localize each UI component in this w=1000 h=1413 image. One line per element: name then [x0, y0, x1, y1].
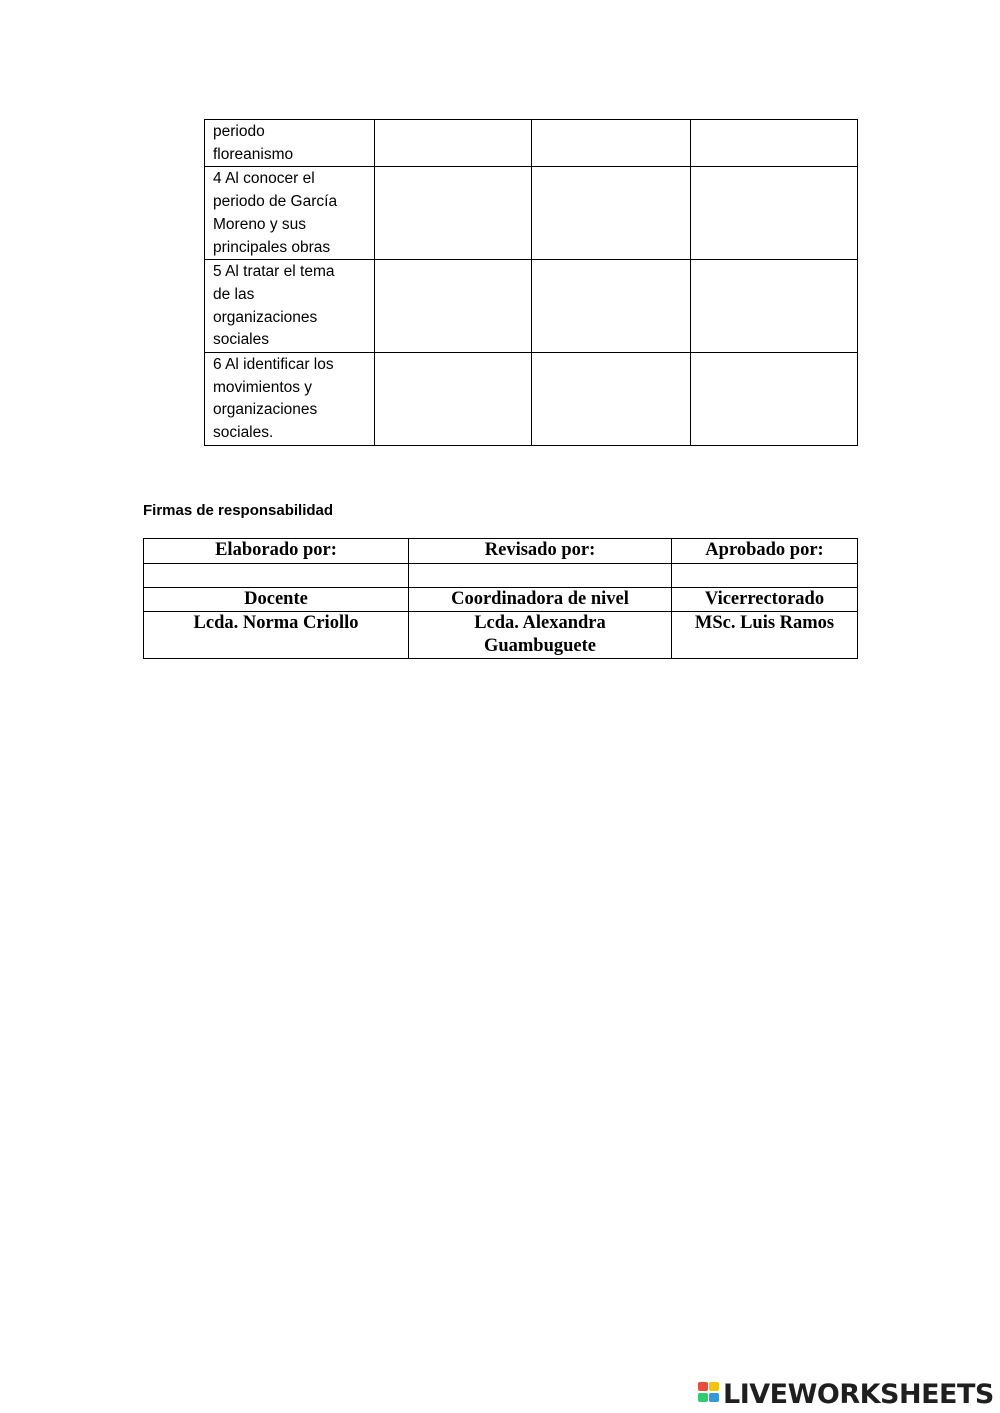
signature-cell[interactable]: [672, 564, 858, 588]
name-revisado: Lcda. Alexandra Guambuguete: [409, 612, 672, 659]
logo-square: [698, 1382, 708, 1391]
signature-cell[interactable]: [144, 564, 409, 588]
revisado-header: Revisado por:: [409, 539, 672, 564]
elaborado-header: Elaborado por:: [144, 539, 409, 564]
empty-cell[interactable]: [691, 167, 858, 260]
table-row: [205, 353, 858, 446]
criterion-cell: 6 Al identificar los movimientos y organizaciones sociales.: [205, 353, 375, 446]
empty-cell[interactable]: [375, 167, 532, 260]
evaluation-table: [204, 119, 858, 446]
signatures-heading: Firmas de responsabilidad: [143, 502, 334, 519]
table-row: [144, 612, 858, 659]
name-aprobado: MSc. Luis Ramos: [672, 612, 858, 659]
table-row: [144, 539, 858, 564]
signature-row: [144, 564, 858, 588]
liveworksheets-logo[interactable]: [698, 1378, 994, 1410]
table-row: [205, 167, 858, 260]
logo-text: LIVEWORKSHEETS: [723, 1378, 994, 1410]
empty-cell[interactable]: [532, 353, 691, 446]
role-vicerrectorado: Vicerrectorado: [672, 588, 858, 612]
logo-mark-icon: [698, 1380, 720, 1408]
role-docente: Docente: [144, 588, 409, 612]
empty-cell[interactable]: [691, 353, 858, 446]
criterion-cell: 4 Al conocer el periodo de García Moreno y sus principales obras: [205, 167, 375, 260]
logo-square: [698, 1393, 708, 1402]
table-row: [205, 120, 858, 167]
empty-cell[interactable]: [532, 167, 691, 260]
criterion-cell: periodo floreanismo: [205, 120, 375, 167]
signature-cell[interactable]: [409, 564, 672, 588]
empty-cell[interactable]: [532, 260, 691, 353]
table-row: [205, 260, 858, 353]
empty-cell[interactable]: [375, 260, 532, 353]
role-coordinadora: Coordinadora de nivel: [409, 588, 672, 612]
table-row: [144, 588, 858, 612]
empty-cell[interactable]: [375, 353, 532, 446]
empty-cell[interactable]: [375, 120, 532, 167]
aprobado-header: Aprobado por:: [672, 539, 858, 564]
criterion-cell: 5 Al tratar el tema de las organizaciones sociales: [205, 260, 375, 353]
empty-cell[interactable]: [691, 120, 858, 167]
logo-square: [709, 1382, 719, 1391]
signatures-table: [143, 538, 858, 659]
empty-cell[interactable]: [691, 260, 858, 353]
name-elaborado: Lcda. Norma Criollo: [144, 612, 409, 659]
logo-square: [709, 1393, 719, 1402]
empty-cell[interactable]: [532, 120, 691, 167]
